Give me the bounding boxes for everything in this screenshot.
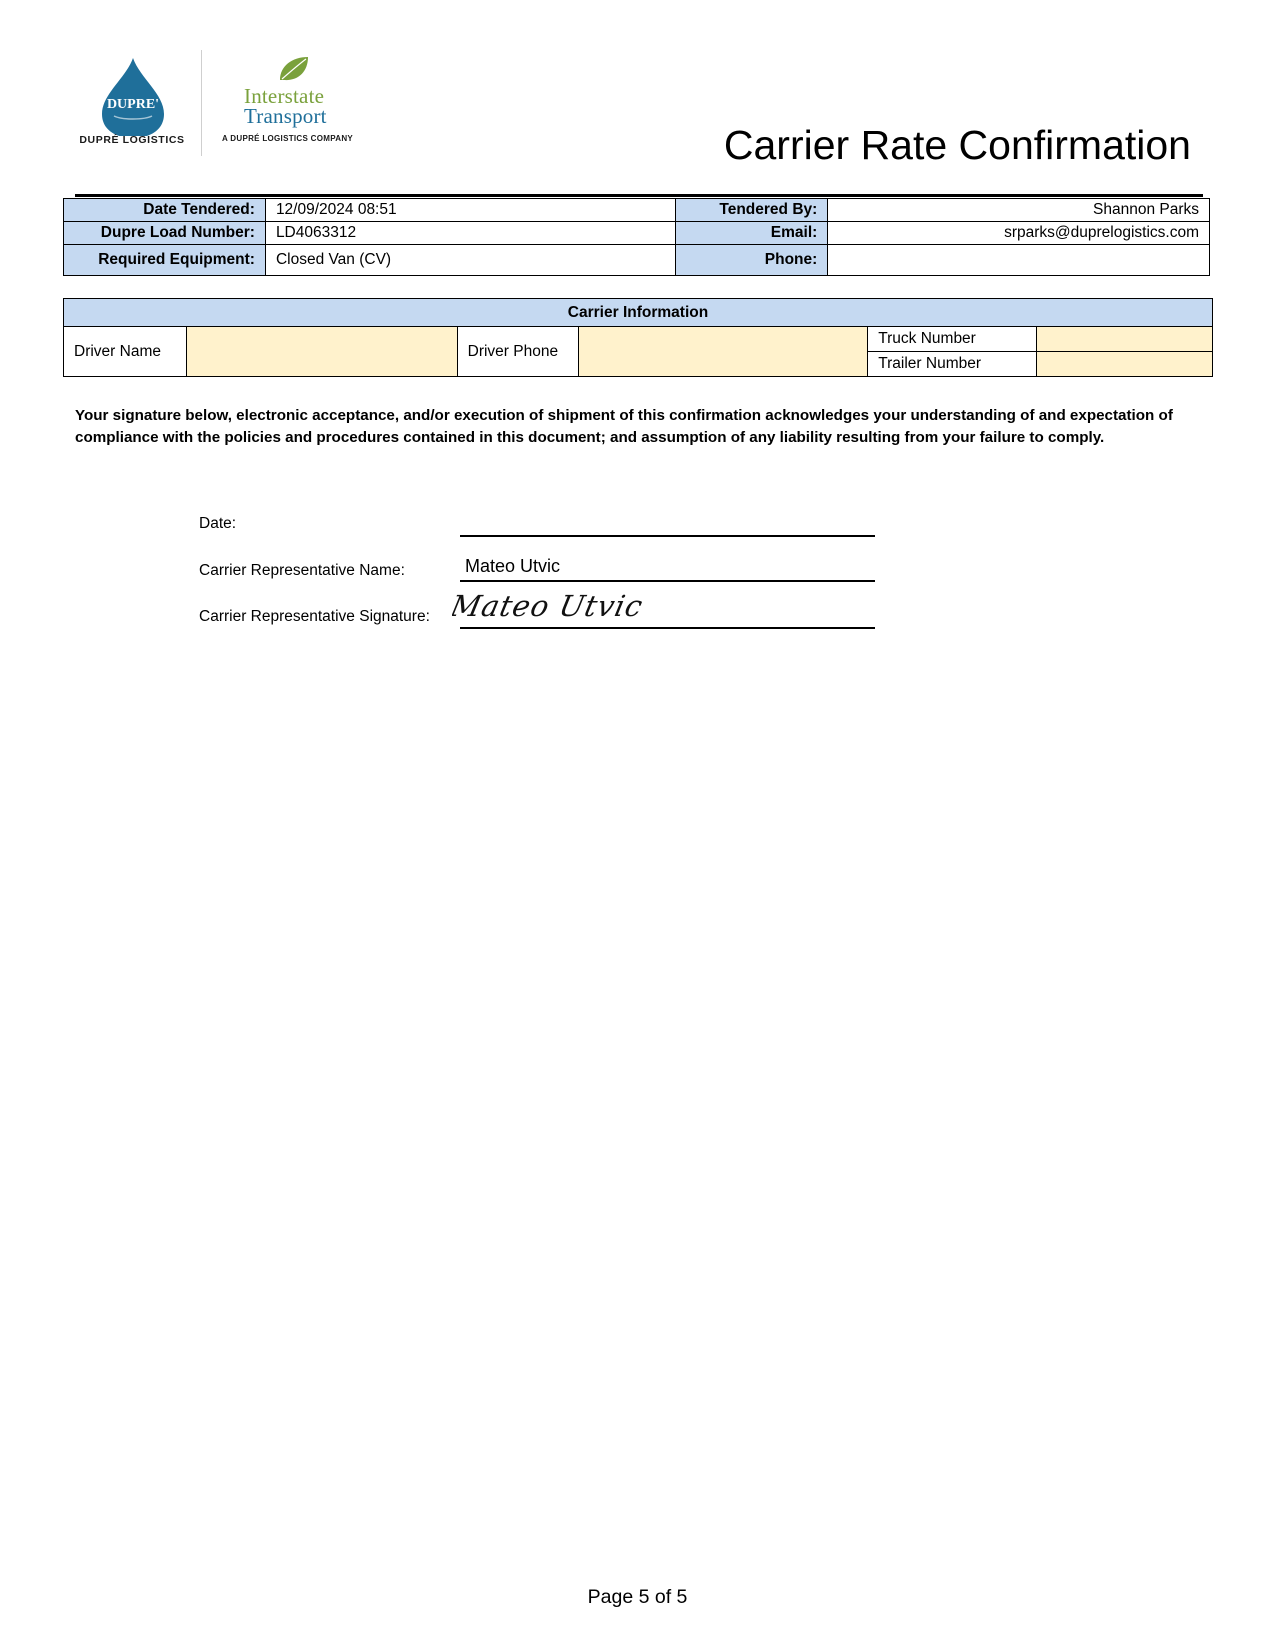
dupre-logo-caption: DUPRÉ LOGISTICS: [79, 134, 185, 146]
carrier-information-table: [63, 298, 1213, 377]
driver-name-field[interactable]: [186, 327, 457, 377]
date-label: Date:: [199, 515, 237, 532]
date-tendered-label: Date Tendered:: [64, 199, 266, 222]
carrier-information-heading: Carrier Information: [64, 299, 1213, 327]
signature-text: Mateo Utvic: [452, 589, 647, 623]
rep-name-value[interactable]: Mateo Utvic: [465, 556, 561, 576]
driver-phone-field[interactable]: [578, 327, 868, 377]
interstate-logo-line1: Interstate: [244, 84, 325, 108]
acknowledgement-text: Your signature below, electronic acceptance, and/or execution of shipment of this confirmation acknowledges your understanding of and expectation of compliance with the policies and procedures contained in this document; and assumption of any liability resulting from your failure to comply.: [75, 407, 1173, 446]
date-line: [460, 535, 875, 537]
document-title: Carrier Rate Confirmation: [723, 122, 1191, 168]
driver-phone-label: Driver Phone: [457, 327, 578, 377]
title-rule: [75, 194, 1203, 197]
tender-row: [64, 199, 1210, 222]
phone-value: [828, 245, 1210, 276]
tender-row: [64, 245, 1210, 276]
leaf-icon: [276, 54, 312, 84]
logo-divider: [201, 50, 202, 156]
rep-name-label: Carrier Representative Name:: [199, 562, 405, 579]
handwritten-signature[interactable]: [452, 584, 662, 633]
email-label: Email:: [676, 222, 828, 245]
truck-number-field[interactable]: [1037, 327, 1213, 352]
phone-label: Phone:: [676, 245, 828, 276]
truck-number-label: Truck Number: [868, 327, 1037, 352]
trailer-number-label: Trailer Number: [868, 352, 1037, 377]
tendered-by-value: Shannon Parks: [828, 199, 1210, 222]
rep-signature-label: Carrier Representative Signature:: [199, 608, 430, 625]
load-number-value: LD4063312: [265, 222, 675, 245]
load-number-label: Dupre Load Number:: [64, 222, 266, 245]
page-indicator: Page 5 of 5: [587, 1586, 688, 1608]
rep-signature-line: [460, 627, 875, 629]
equipment-label: Required Equipment:: [64, 245, 266, 276]
interstate-logo-line2: Transport: [244, 104, 327, 128]
dupre-logo-mark: DUPRE': [106, 97, 160, 112]
tender-details-table: [63, 198, 1210, 276]
email-value[interactable]: srparks@duprelogistics.com: [828, 222, 1210, 245]
trailer-number-field[interactable]: [1037, 352, 1213, 377]
interstate-transport-logo: [214, 54, 374, 154]
equipment-value: Closed Van (CV): [265, 245, 675, 276]
driver-name-label: Driver Name: [64, 327, 187, 377]
date-tendered-value: 12/09/2024 08:51: [265, 199, 675, 222]
tendered-by-label: Tendered By:: [676, 199, 828, 222]
tender-row: [64, 222, 1210, 245]
interstate-logo-tagline: A DUPRÉ LOGISTICS COMPANY: [222, 134, 354, 143]
rep-name-line: [460, 580, 875, 582]
